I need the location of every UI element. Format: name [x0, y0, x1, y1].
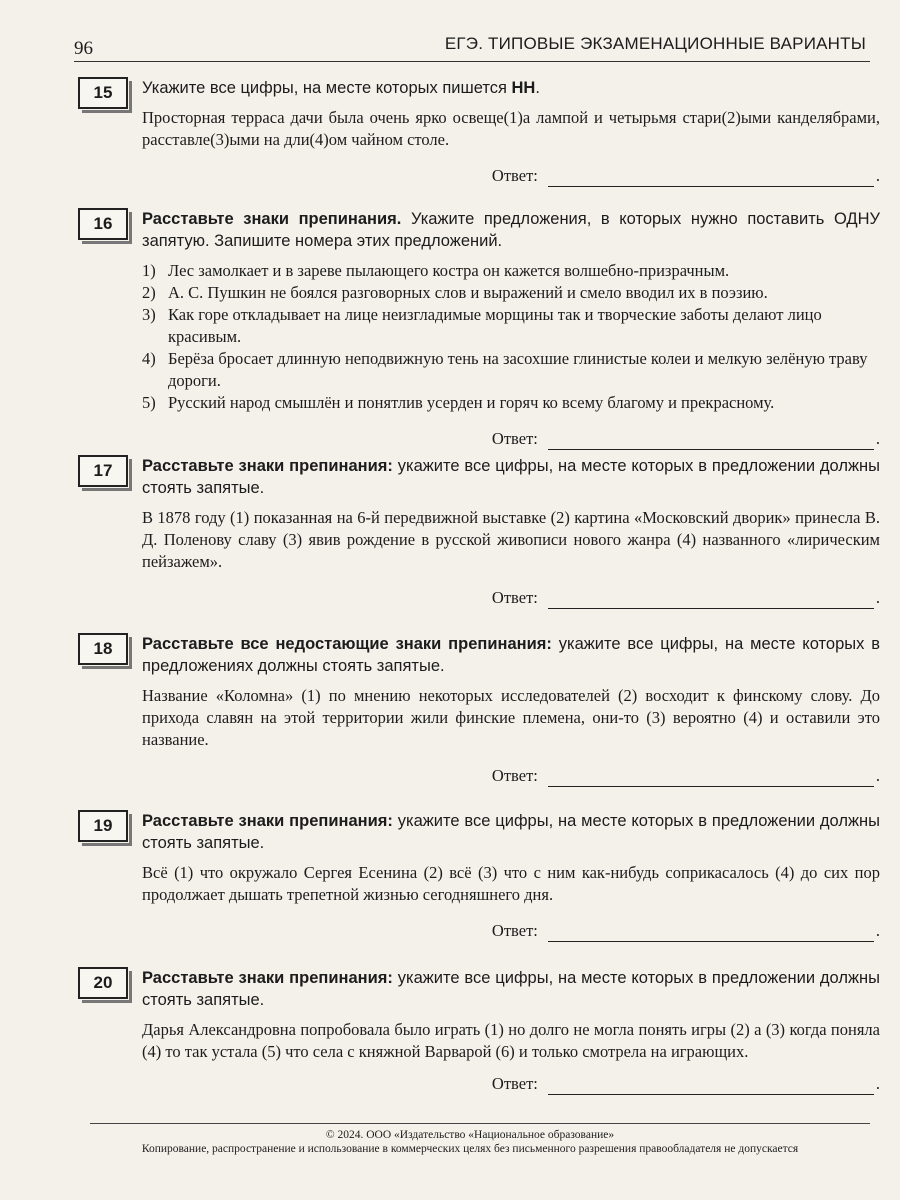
list-item: 5) Русский народ смышлён и понятлив усерден и горяч ко всему благому и прекрасному.	[142, 393, 775, 412]
footer	[60, 1128, 880, 1156]
task-number-box: 20	[78, 967, 128, 999]
answer-row: Ответ: .	[491, 766, 880, 785]
instruction-rest: укажите все цифры, на месте которых в предложении должны стоять запятые.	[142, 812, 880, 852]
task-18	[74, 633, 880, 787]
task-number-box: 18	[78, 633, 128, 665]
copyright-notice: Копирование, распространение и использование в коммерческих целях без письменного разрешения правообладателя не допускается	[141, 1143, 799, 1155]
answer-row: Ответ: .	[491, 921, 880, 940]
answer-row: Ответ: .	[491, 166, 880, 185]
task-text: Дарья Александровна попробовала было играть (1) но долго не могла понять игры (2) а (3) когда поняла (4) то так устала (5) что села с княжной Варварой (6) и только смотрела на играющих.	[142, 1020, 880, 1061]
answer-field[interactable]	[548, 433, 874, 450]
task-text: Всё (1) что окружало Сергея Есенина (2) всё (3) что с ним как-нибудь соприкасалось (4) до сих пор продолжает дышать трепетной жизнью сегодняшнего дня.	[142, 863, 880, 904]
task-instruction	[142, 77, 880, 99]
task-instruction	[142, 208, 880, 252]
sentence-list	[142, 260, 880, 414]
answer-field[interactable]	[548, 170, 874, 187]
answer-row: Ответ: .	[491, 429, 880, 448]
task-16	[74, 208, 880, 450]
task-number-box: 17	[78, 455, 128, 487]
answer-row: Ответ: .	[491, 1074, 880, 1093]
footer-rule	[90, 1123, 870, 1124]
instruction-rest: укажите все цифры, на месте которых в предложении должны стоять запятые.	[142, 969, 880, 1009]
answer-field[interactable]	[548, 1078, 874, 1095]
answer-label: Ответ:	[491, 766, 538, 785]
task-text: Просторная терраса дачи была очень ярко освеще(1)а лампой и четырьмя стари(2)ыми канделябрами, расставле(3)ыми на дли(4)ом чайном столе.	[142, 108, 880, 149]
answer-label: Ответ:	[491, 921, 538, 940]
task-19	[74, 810, 880, 942]
answer-field[interactable]	[548, 925, 874, 942]
list-item: 1) Лес замолкает и в зареве пылающего костра он кажется волшебно-призрачным.	[142, 261, 730, 280]
task-instruction	[142, 455, 880, 499]
answer-field[interactable]	[548, 770, 874, 787]
page-number: 96	[74, 38, 93, 59]
task-17	[74, 455, 880, 609]
instruction-rest: укажите все цифры, на месте которых в предложениях должны стоять запятые.	[142, 635, 880, 675]
task-number-box: 16	[78, 208, 128, 240]
instruction-rest: Укажите предложения, в которых нужно поставить ОДНУ запятую. Запишите номера этих предложений.	[142, 210, 880, 250]
instruction-bold: Расставьте знаки препинания:	[142, 969, 393, 987]
running-title: ЕГЭ. ТИПОВЫЕ ЭКЗАМЕНАЦИОННЫЕ ВАРИАНТЫ	[444, 34, 866, 53]
list-item: 2) А. С. Пушкин не боялся разговорных слов и выражений и смело вводил их в поэзию.	[142, 283, 768, 302]
answer-row: Ответ: .	[491, 588, 880, 607]
task-number-box: 15	[78, 77, 128, 109]
instruction-text: Укажите все цифры, на месте которых пишется НН.	[142, 79, 540, 97]
answer-label: Ответ:	[491, 588, 538, 607]
instruction-bold: Расставьте знаки препинания:	[142, 457, 393, 475]
task-15	[74, 77, 880, 187]
list-item: 3) Как горе откладывает на лице неизгладимые морщины так и творческие заботы делают лицо красивым.	[142, 305, 822, 346]
answer-label: Ответ:	[491, 429, 538, 448]
copyright-line: © 2024. ООО «Издательство «Национальное образование»	[325, 1129, 615, 1141]
task-text: Название «Коломна» (1) по мнению некоторых исследователей (2) восходит к финскому слову. До прихода славян на этой территории жили финские племена, они-то (3) вероятно (4) и оставили это название.	[142, 686, 880, 749]
task-20	[74, 967, 880, 1095]
header-rule	[74, 61, 870, 62]
instruction-rest: укажите все цифры, на месте которых в предложении должны стоять запятые.	[142, 457, 880, 497]
task-instruction	[142, 967, 880, 1011]
answer-field[interactable]	[548, 592, 874, 609]
task-instruction	[142, 633, 880, 677]
task-number-box: 19	[78, 810, 128, 842]
instruction-bold: Расставьте знаки препинания.	[142, 210, 402, 228]
answer-label: Ответ:	[491, 1074, 538, 1093]
answer-label: Ответ:	[491, 166, 538, 185]
task-text: В 1878 году (1) показанная на 6-й передвижной выставке (2) картина «Московский дворик» принесла В. Д. Поленову славу (3) явив рождение в русской живописи нового жанра (4) названного «лирическим пейзажем».	[142, 508, 880, 571]
instruction-bold: Расставьте все недостающие знаки препинания:	[142, 635, 552, 653]
instruction-bold: Расставьте знаки препинания:	[142, 812, 393, 830]
task-instruction	[142, 810, 880, 854]
list-item: 4) Берёза бросает длинную неподвижную тень на засохшие глинистые колеи и мелкую зелёную траву дороги.	[142, 349, 868, 390]
